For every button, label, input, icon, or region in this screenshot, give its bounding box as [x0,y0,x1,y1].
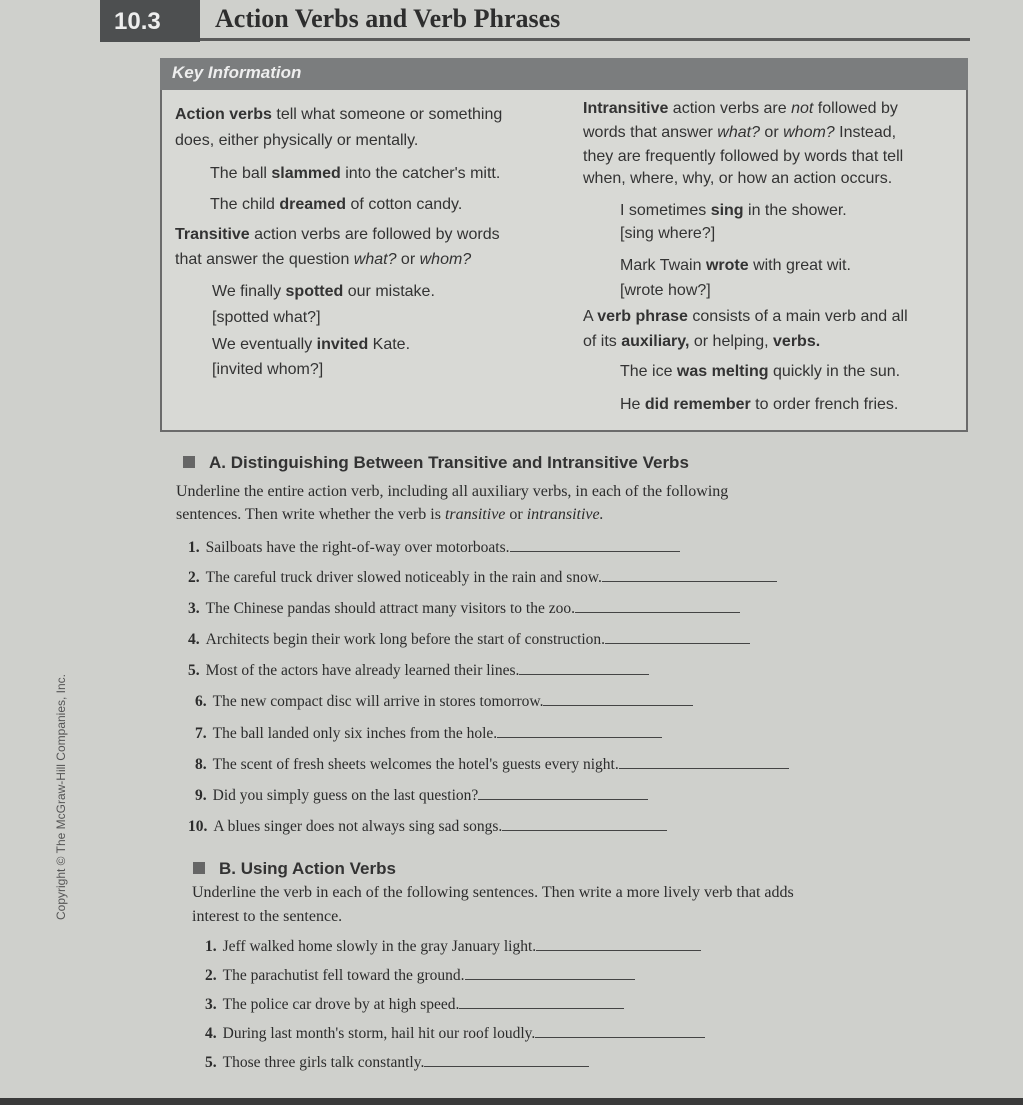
instruction-line: Underline the entire action verb, including all auxiliary verbs, in each of the following [176,483,729,500]
numbered-item [195,725,662,743]
item-sentence: The Chinese pandas should attract many visitors to the zoo. [205,600,575,617]
answer-blank[interactable] [519,662,649,675]
item-number: 4. [205,1025,217,1042]
item-number: 9. [195,787,207,804]
bottom-edge [0,1098,1023,1105]
key-text-line: I sometimes sing in the shower. [620,202,847,219]
numbered-item [205,938,701,956]
key-text-line: The ice was melting quickly in the sun. [620,363,901,380]
key-information-heading: Key Information [172,63,302,82]
key-text-line: [sing where?] [620,225,716,242]
item-sentence: Jeff walked home slowly in the gray January light. [222,938,537,955]
item-sentence: During last month's storm, hail hit our roof loudly. [222,1025,536,1042]
item-sentence: Did you simply guess on the last question? [212,787,479,804]
item-number: 4. [188,631,200,648]
numbered-item [188,539,680,557]
item-sentence: Architects begin their work long before the start of construction. [205,631,606,648]
key-text-line: Mark Twain wrote with great wit. [620,257,851,274]
section-b-heading [193,859,396,879]
item-number: 2. [188,569,200,586]
key-text-line: does, either physically or mentally. [175,132,419,149]
item-sentence: Those three girls talk constantly. [222,1054,425,1071]
item-sentence: The police car drove by at high speed. [222,996,460,1013]
answer-blank[interactable] [605,631,750,644]
key-text-line: [invited whom?] [212,361,324,378]
item-sentence: A blues singer does not always sing sad songs. [213,818,503,835]
instruction-line: interest to the sentence. [192,908,343,925]
item-number: 1. [188,539,200,556]
key-text-line: Action verbs tell what someone or something [175,106,503,123]
numbered-item [188,569,777,587]
answer-blank[interactable] [502,818,667,831]
key-text-line: He did remember to order french fries. [620,396,899,413]
answer-blank[interactable] [619,756,789,769]
item-number: 1. [205,938,217,955]
item-sentence: The new compact disc will arrive in stores tomorrow. [212,693,544,710]
key-text-line: Transitive action verbs are followed by words [175,226,500,243]
key-text-line: [spotted what?] [212,309,321,326]
item-sentence: The scent of fresh sheets welcomes the hotel's guests every night. [212,756,619,773]
numbered-item [188,662,649,680]
numbered-item [188,600,740,618]
answer-blank[interactable] [497,725,662,738]
section-a-title: A. Distinguishing Between Transitive and Intransitive Verbs [209,453,689,472]
key-text-line: Intransitive action verbs are not followed by [583,100,898,117]
item-sentence: The careful truck driver slowed noticeably in the rain and snow. [205,569,602,586]
item-sentence: Most of the actors have already learned their lines. [205,662,520,679]
answer-blank[interactable] [465,967,635,980]
section-b-title: B. Using Action Verbs [219,859,396,878]
answer-blank[interactable] [478,787,648,800]
key-text-line: We finally spotted our mistake. [212,283,435,300]
answer-blank[interactable] [602,569,777,582]
numbered-item [195,693,693,711]
item-number: 2. [205,967,217,984]
key-text-line: that answer the question what? or whom? [175,251,472,268]
answer-blank[interactable] [536,938,701,951]
lesson-number: 10.3 [100,0,200,42]
numbered-item [205,1025,705,1043]
item-number: 5. [188,662,200,679]
key-text-line: [wrote how?] [620,282,711,299]
title-rule [200,38,970,41]
answer-blank[interactable] [424,1054,589,1067]
instruction-line: Underline the verb in each of the following sentences. Then write a more lively verb that adds [192,884,794,901]
numbered-item [205,1054,589,1072]
item-number: 10. [188,818,208,835]
item-number: 7. [195,725,207,742]
numbered-item [205,996,624,1014]
answer-blank[interactable] [510,539,680,552]
instruction-line: sentences. Then write whether the verb is transitive or intransitive. [176,506,604,523]
key-text-line: A verb phrase consists of a main verb and all [583,308,908,325]
section-a-heading [183,453,689,473]
key-text-line: words that answer what? or whom? Instead, [583,124,897,141]
page-title: Action Verbs and Verb Phrases [215,4,561,33]
item-sentence: The ball landed only six inches from the hole. [212,725,498,742]
numbered-item [188,818,667,836]
numbered-item [195,787,648,805]
answer-blank[interactable] [543,693,693,706]
item-sentence: The parachutist fell toward the ground. [222,967,465,984]
copyright-notice: Copyright © The McGraw-Hill Companies, Inc. [54,673,69,921]
numbered-item [188,631,750,649]
key-text-line: The child dreamed of cotton candy. [210,196,463,213]
key-text-line: they are frequently followed by words that tell [583,148,904,165]
key-text-line: The ball slammed into the catcher's mitt. [210,165,501,182]
numbered-item [205,967,635,985]
key-text-line: when, where, why, or how an action occurs. [583,170,893,187]
item-number: 8. [195,756,207,773]
key-text-line: of its auxiliary, or helping, verbs. [583,333,821,350]
answer-blank[interactable] [575,600,740,613]
answer-blank[interactable] [535,1025,705,1038]
key-information-header [160,58,968,90]
item-number: 5. [205,1054,217,1071]
item-number: 6. [195,693,207,710]
item-number: 3. [205,996,217,1013]
numbered-item [195,756,789,774]
item-number: 3. [188,600,200,617]
answer-blank[interactable] [459,996,624,1009]
square-bullet-icon [183,456,195,468]
square-bullet-icon [193,862,205,874]
item-sentence: Sailboats have the right-of-way over motorboats. [205,539,510,556]
key-text-line: We eventually invited Kate. [212,336,411,353]
